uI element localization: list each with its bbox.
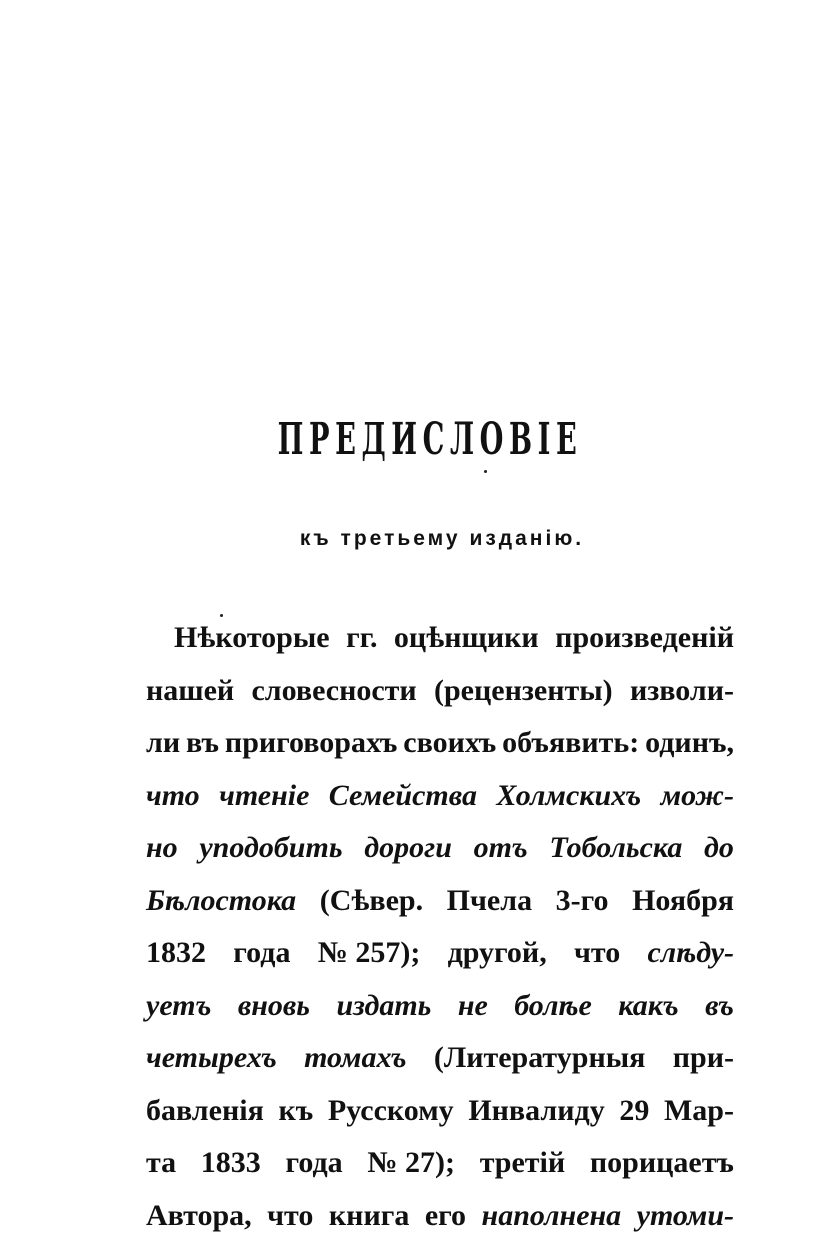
word: четырехъ — [146, 1032, 277, 1085]
word: чтеніе — [219, 770, 309, 823]
word: что — [146, 770, 200, 823]
word: Мар- — [664, 1085, 734, 1138]
word: та — [146, 1137, 176, 1190]
word: объявить: — [502, 717, 639, 770]
word: 3-го — [556, 875, 609, 928]
text-line — [146, 717, 734, 770]
text-line — [146, 1032, 734, 1085]
word: что — [574, 927, 620, 980]
text-line — [146, 1085, 734, 1138]
word: къ — [278, 1085, 313, 1138]
word: Ноября — [632, 875, 734, 928]
word: уподобить — [199, 822, 342, 875]
word: слѣду- — [647, 927, 734, 980]
page-title: ПРЕДИСЛОВІЕ — [163, 418, 696, 462]
word: его — [425, 1190, 466, 1242]
word: словесности — [251, 665, 416, 718]
word: Семейства — [329, 770, 477, 823]
word: болѣе — [514, 980, 592, 1033]
body-text — [146, 612, 734, 1242]
word: порицаетъ — [590, 1137, 734, 1190]
word: при- — [673, 1032, 734, 1085]
word: оцѣнщики — [394, 612, 539, 665]
stray-dot — [484, 470, 487, 473]
word: 29 — [619, 1085, 649, 1138]
word: третій — [480, 1137, 565, 1190]
word: (Литературныя — [434, 1032, 646, 1085]
word: приговорахъ — [225, 717, 397, 770]
word: ли — [146, 717, 180, 770]
word: какъ — [618, 980, 678, 1033]
text-line — [146, 1190, 734, 1242]
text-line — [146, 927, 734, 980]
word: нашей — [146, 665, 234, 718]
word: томахъ — [304, 1032, 406, 1085]
word: года — [285, 1137, 342, 1190]
word: утоми- — [637, 1190, 734, 1242]
word: бавленія — [146, 1085, 264, 1138]
word: Автора, — [146, 1190, 252, 1242]
text-line — [146, 665, 734, 718]
word: но — [146, 822, 178, 875]
word: изволи- — [630, 665, 734, 718]
word: 1832 — [146, 927, 206, 980]
word: Инвалиду — [468, 1085, 604, 1138]
word: произведеній — [555, 612, 734, 665]
word: Русскому — [328, 1085, 454, 1138]
word: что — [267, 1190, 313, 1242]
text-line — [146, 822, 734, 875]
word: мож- — [661, 770, 734, 823]
word: Тобольска — [549, 822, 682, 875]
word: гг. — [346, 612, 377, 665]
page-subtitle: къ третьему изданію. — [0, 528, 840, 549]
word: дороги — [364, 822, 452, 875]
text-line — [146, 1137, 734, 1190]
word: въ — [705, 980, 734, 1033]
word: другой, — [448, 927, 547, 980]
text-line — [146, 875, 734, 928]
word: книга — [329, 1190, 409, 1242]
word: № 27); — [367, 1137, 455, 1190]
word: одинъ, — [645, 717, 734, 770]
word: не — [458, 980, 488, 1033]
word: Бѣлостока — [146, 875, 296, 928]
word: Пчела — [447, 875, 532, 928]
word: своихъ — [403, 717, 496, 770]
word: уетъ — [146, 980, 211, 1033]
word: (Сѣвер. — [320, 875, 423, 928]
word: въ — [186, 717, 219, 770]
text-line — [146, 612, 734, 665]
word: издать — [336, 980, 431, 1033]
word: года — [233, 927, 290, 980]
text-line — [146, 980, 734, 1033]
word: Нѣкоторые — [174, 612, 330, 665]
word: № 257); — [318, 927, 421, 980]
word: наполнена — [482, 1190, 622, 1242]
word: отъ — [474, 822, 528, 875]
text-line — [146, 770, 734, 823]
word: Холмскихъ — [496, 770, 641, 823]
word: вновь — [238, 980, 310, 1033]
word: до — [704, 822, 734, 875]
word: (рецензенты) — [434, 665, 613, 718]
word: 1833 — [201, 1137, 261, 1190]
